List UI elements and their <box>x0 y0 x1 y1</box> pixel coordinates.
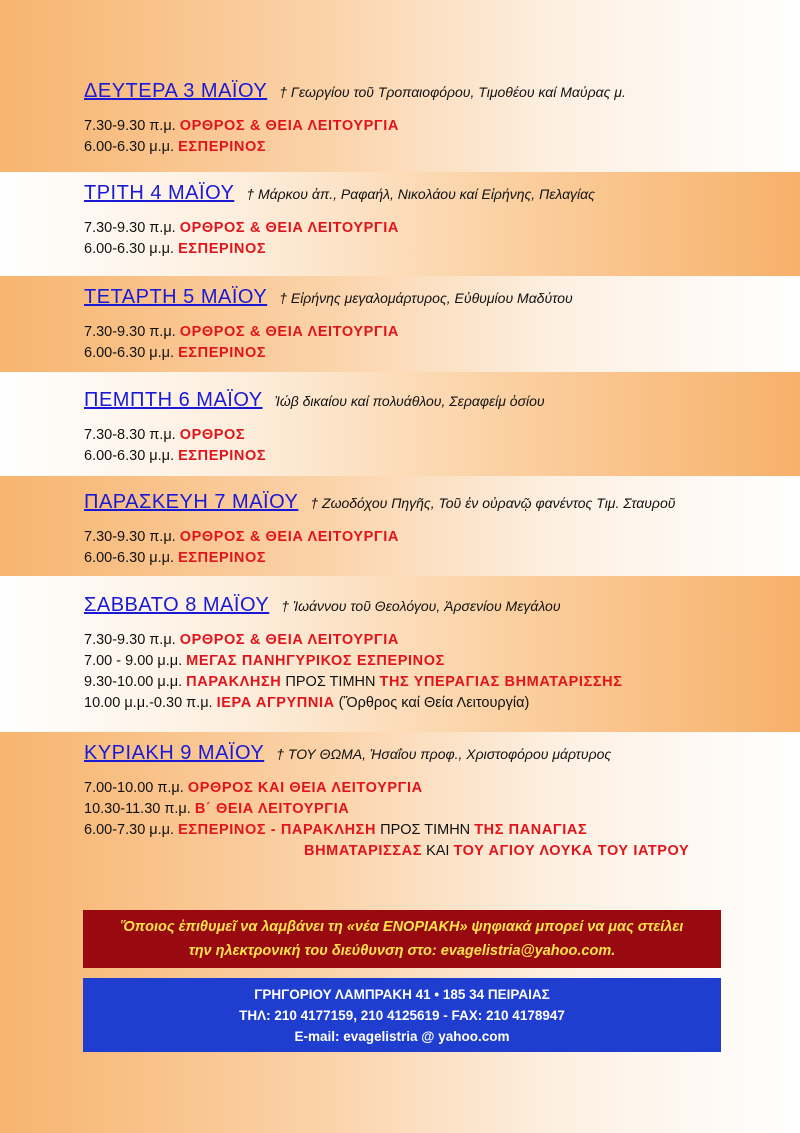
day-saints: † Ἰωάννου τοῦ Θεολόγου, Ἀρσενίου Μεγάλου <box>281 598 561 614</box>
day-title[interactable]: ΠΕΜΠΤΗ 6 ΜΑΪΟΥ <box>84 389 263 411</box>
service-row: 6.00-6.30 μ.μ. ΕΣΠΕΡΙΝΟΣ <box>84 550 267 566</box>
contact-phones: ΤΗΛ: 210 4177159, 210 4125619 - FAX: 210 4178947 <box>239 1007 565 1023</box>
day-saints: † Μάρκου ἀπ., Ραφαήλ, Νικολάου καί Εἰρήνης, Πελαγίας <box>246 186 595 202</box>
service-row: 10.30-11.30 π.μ. Β΄ ΘΕΙΑ ΛΕΙΤΟΥΡΓΙΑ <box>84 801 350 817</box>
day-monday <box>84 80 784 158</box>
contact-address: ΓΡΗΓΟΡΙΟΥ ΛΑΜΠΡΑΚΗ 41 • 185 34 ΠΕΙΡΑΙΑΣ <box>254 986 550 1002</box>
service-row: 7.30-8.30 π.μ. ΟΡΘΡΟΣ <box>84 427 246 443</box>
service-row: 7.00-10.00 π.μ. ΟΡΘΡΟΣ ΚΑΙ ΘΕΙΑ ΛΕΙΤΟΥΡΓΙΑ <box>84 780 423 796</box>
service-row: 9.30-10.00 μ.μ. ΠΑΡΑΚΛΗΣΗ ΠΡΟΣ ΤΙΜΗΝ ΤΗΣ ΥΠΕΡΑΓΙΑΣ ΒΗΜΑΤΑΡΙΣΣΗΣ <box>84 674 623 690</box>
service-row: 7.30-9.30 π.μ. ΟΡΘΡΟΣ & ΘΕΙΑ ΛΕΙΤΟΥΡΓΙΑ <box>84 529 399 545</box>
contact-email[interactable]: E-mail: evagelistria @ yahoo.com <box>294 1028 510 1044</box>
notice-line: Ὅποιος ἐπιθυμεῖ να λαμβάνει τη «νέα ΕΝΟΡΙΑΚΗ» ψηφιακά μπορεί να μας στείλει <box>120 919 684 935</box>
service-row: 7.00 - 9.00 μ.μ. ΜΕΓΑΣ ΠΑΝΗΓΥΡΙΚΟΣ ΕΣΠΕΡΙΝΟΣ <box>84 653 445 669</box>
day-saturday <box>84 594 784 714</box>
service-row: 10.00 μ.μ.-0.30 π.μ. ΙΕΡΑ ΑΓΡΥΠΝΙΑ (Ὄρθρος καί Θεία Λειτουργία) <box>84 695 530 711</box>
day-saints: † Εἰρήνης μεγαλομάρτυρος, Εὐθυμίου Μαδύτου <box>279 290 573 306</box>
service-row: 7.30-9.30 π.μ. ΟΡΘΡΟΣ & ΘΕΙΑ ΛΕΙΤΟΥΡΓΙΑ <box>84 118 399 134</box>
service-row: 7.30-9.30 π.μ. ΟΡΘΡΟΣ & ΘΕΙΑ ΛΕΙΤΟΥΡΓΙΑ <box>84 220 399 236</box>
subscription-notice <box>83 910 721 968</box>
service-row: 6.00-6.30 μ.μ. ΕΣΠΕΡΙΝΟΣ <box>84 241 267 257</box>
service-row: 7.30-9.30 π.μ. ΟΡΘΡΟΣ & ΘΕΙΑ ΛΕΙΤΟΥΡΓΙΑ <box>84 324 399 340</box>
service-row: 7.30-9.30 π.μ. ΟΡΘΡΟΣ & ΘΕΙΑ ΛΕΙΤΟΥΡΓΙΑ <box>84 632 399 648</box>
day-thursday <box>84 389 784 467</box>
day-friday <box>84 491 784 569</box>
service-row: 6.00-6.30 μ.μ. ΕΣΠΕΡΙΝΟΣ <box>84 139 267 155</box>
service-row: 6.00-6.30 μ.μ. ΕΣΠΕΡΙΝΟΣ <box>84 448 267 464</box>
service-row: 6.00-7.30 μ.μ. ΕΣΠΕΡΙΝΟΣ - ΠΑΡΑΚΛΗΣΗ ΠΡΟΣ ΤΙΜΗΝ ΤΗΣ ΠΑΝΑΓΙΑΣ <box>84 822 588 838</box>
service-row: 6.00-6.30 μ.μ. ΕΣΠΕΡΙΝΟΣ <box>84 345 267 361</box>
day-title[interactable]: ΚΥΡΙΑΚΗ 9 ΜΑΪΟΥ <box>84 742 265 764</box>
day-title[interactable]: ΣΑΒΒΑΤΟ 8 ΜΑΪΟΥ <box>84 594 270 616</box>
day-tuesday <box>84 182 784 260</box>
day-saints: † Γεωργίου τοῦ Τροπαιοφόρου, Τιμοθέου καί Μαύρας μ. <box>279 84 626 100</box>
day-sunday <box>84 742 784 862</box>
contact-box <box>83 978 721 1052</box>
day-title[interactable]: ΠΑΡΑΣΚΕΥΗ 7 ΜΑΪΟΥ <box>84 491 299 513</box>
day-saints: † Ζωοδόχου Πηγῆς, Τοῦ ἐν οὐρανῷ φανέντος Τιμ. Σταυροῦ <box>310 495 676 511</box>
day-wednesday <box>84 286 784 364</box>
day-title[interactable]: ΤΕΤΑΡΤΗ 5 ΜΑΪΟΥ <box>84 286 268 308</box>
day-title[interactable]: ΤΡΙΤΗ 4 ΜΑΪΟΥ <box>84 182 235 204</box>
day-title[interactable]: ΔΕΥΤΕΡΑ 3 ΜΑΪΟΥ <box>84 80 268 102</box>
day-saints: Ἰώβ δικαίου καί πολυάθλου, Σεραφείμ ὁσίου <box>274 393 545 409</box>
notice-line: την ηλεκτρονική του διεύθυνση στο: evagelistria@yahoo.com. <box>188 943 616 959</box>
day-saints: † ΤΟΥ ΘΩΜΑ, Ἡσαΐου προφ., Χριστοφόρου μάρτυρος <box>276 746 612 762</box>
service-row-continued: ΒΗΜΑΤΑΡΙΣΣΑΣ ΚΑΙ ΤΟΥ ΑΓΙΟΥ ΛΟΥΚΑ ΤΟΥ ΙΑΤΡΟΥ <box>304 843 690 859</box>
